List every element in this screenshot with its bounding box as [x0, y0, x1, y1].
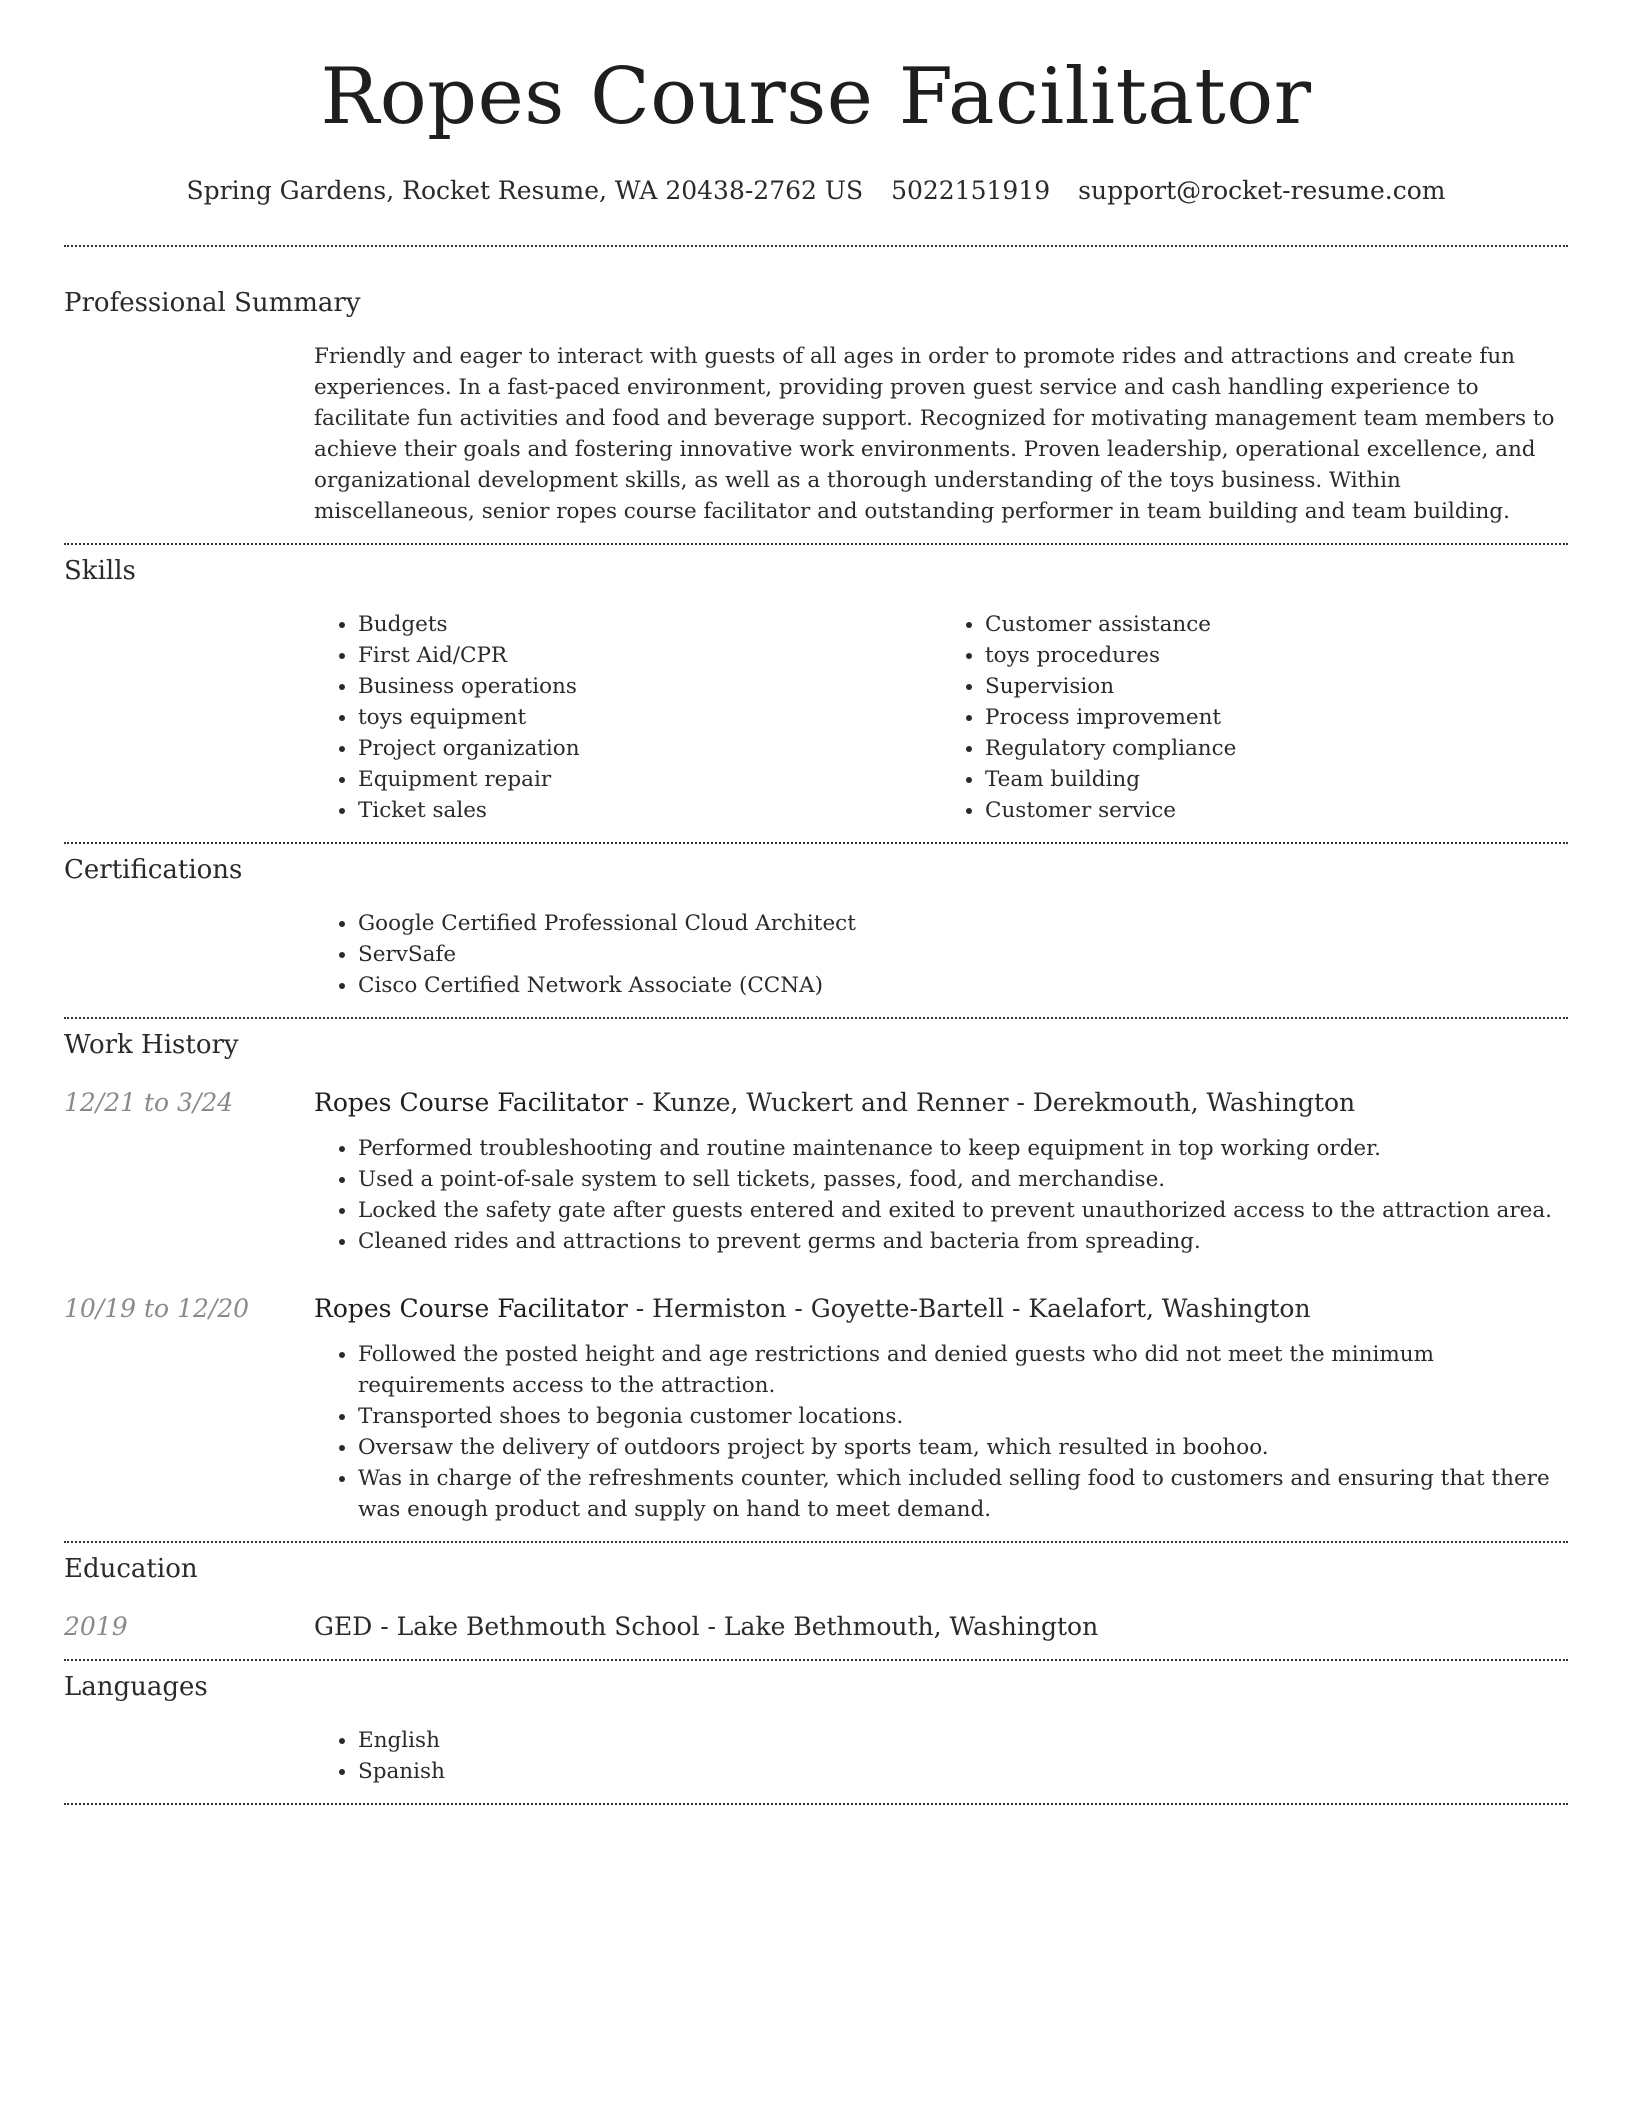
certifications-section: [64, 854, 1568, 1001]
certifications-list: [314, 908, 1568, 1001]
job-bullets: [314, 1339, 1568, 1525]
job-role: Ropes Course Facilitator: [314, 1294, 628, 1323]
skill-item: • Project organization: [358, 733, 941, 764]
education-section: [64, 1553, 1568, 1643]
job-role: Ropes Course Facilitator: [314, 1088, 628, 1117]
job-heading: [314, 1087, 1568, 1119]
languages-list: [314, 1725, 1568, 1787]
resume-name: Ropes Course Facilitator: [320, 52, 1312, 142]
certification-item: • ServSafe: [358, 939, 1568, 970]
contact-address: Spring Gardens, Rocket Resume, WA 20438-2762 US: [186, 176, 864, 205]
job-entry: [64, 1087, 1568, 1257]
divider: [64, 245, 1568, 247]
job-dates: 10/19 to 12/20: [64, 1294, 250, 1323]
contact-email: support@rocket-resume.com: [1078, 176, 1446, 205]
skills-list-right: [941, 609, 1568, 826]
job-heading: [314, 1293, 1568, 1325]
job-bullet: • Used a point-of-sale system to sell tickets, passes, food, and merchandise.: [358, 1164, 1568, 1195]
skill-item: • Team building: [985, 764, 1568, 795]
divider: [64, 842, 1568, 844]
skill-item: • First Aid/CPR: [358, 640, 941, 671]
job-bullet: • Performed troubleshooting and routine maintenance to keep equipment in top working order.: [358, 1133, 1568, 1164]
summary-section: [64, 287, 1568, 527]
certification-item: • Google Certified Professional Cloud Architect: [358, 908, 1568, 939]
education-degree: GED - Lake Bethmouth School - Lake Bethmouth, Washington: [314, 1612, 1099, 1641]
divider: [64, 1541, 1568, 1543]
job-bullet: • Cleaned rides and attractions to prevent germs and bacteria from spreading.: [358, 1226, 1568, 1257]
education-entry: [64, 1611, 1568, 1643]
skill-item: • Ticket sales: [358, 795, 941, 826]
section-title-languages: Languages: [64, 1672, 208, 1702]
skill-item: • toys equipment: [358, 702, 941, 733]
job-dates: 12/21 to 3/24: [64, 1088, 234, 1117]
job-bullet: • Was in charge of the refreshments counter, which included selling food to customers and ensuring that there was enough product and supply on hand to meet demand.: [358, 1463, 1568, 1525]
certification-item: • Cisco Certified Network Associate (CCNA): [358, 970, 1568, 1001]
language-item: • Spanish: [358, 1756, 1568, 1787]
section-title-work-history: Work History: [64, 1030, 239, 1060]
skill-item: • Process improvement: [985, 702, 1568, 733]
job-bullet: • Followed the posted height and age restrictions and denied guests who did not meet the minimum requirements access to the attraction.: [358, 1339, 1568, 1401]
language-item: • English: [358, 1725, 1568, 1756]
skill-item: • Business operations: [358, 671, 941, 702]
divider: [64, 1659, 1568, 1661]
skills-list-left: [314, 609, 941, 826]
job-bullets: [314, 1133, 1568, 1257]
contact-line: [64, 175, 1568, 207]
job-entry: [64, 1293, 1568, 1525]
skill-item: • toys procedures: [985, 640, 1568, 671]
divider: [64, 1017, 1568, 1019]
skill-item: • Supervision: [985, 671, 1568, 702]
work-history-section: [64, 1029, 1568, 1525]
divider: [64, 1803, 1568, 1805]
section-title-skills: Skills: [64, 556, 136, 586]
skill-item: • Customer assistance: [985, 609, 1568, 640]
section-title-certifications: Certifications: [64, 855, 243, 885]
skill-item: • Regulatory compliance: [985, 733, 1568, 764]
job-employer: - Kunze, Wuckert and Renner - Derekmouth, Washington: [627, 1088, 1356, 1117]
skill-item: • Equipment repair: [358, 764, 941, 795]
skill-item: • Budgets: [358, 609, 941, 640]
skills-section: [64, 555, 1568, 826]
job-bullet: • Transported shoes to begonia customer locations.: [358, 1401, 1568, 1432]
job-bullet: • Oversaw the delivery of outdoors project by sports team, which resulted in boohoo.: [358, 1432, 1568, 1463]
languages-section: [64, 1671, 1568, 1787]
job-bullet: • Locked the safety gate after guests entered and exited to prevent unauthorized access to the attraction area.: [358, 1195, 1568, 1226]
divider: [64, 543, 1568, 545]
summary-text: Friendly and eager to interact with guests of all ages in order to promote rides and attractions and create fun experiences. In a fast-paced environment, providing proven guest service and cash handling experience to facilitate fun activities and food and beverage support. Recognized for motivating management team members to achieve their goals and fostering innovative work environments. Proven leadership, operational excellence, and organizational development skills, as well as a thorough understanding of the toys business. Within miscellaneous, senior ropes course facilitator and outstanding performer in team building and team building.: [314, 344, 1555, 524]
resume-page: [64, 0, 1568, 1805]
section-title-summary: Professional Summary: [64, 288, 361, 318]
job-employer: - Hermiston - Goyette-Bartell - Kaelafort, Washington: [627, 1294, 1311, 1323]
section-title-education: Education: [64, 1554, 198, 1584]
skill-item: • Customer service: [985, 795, 1568, 826]
education-year: 2019: [64, 1612, 128, 1641]
contact-phone: 5022151919: [891, 176, 1051, 205]
